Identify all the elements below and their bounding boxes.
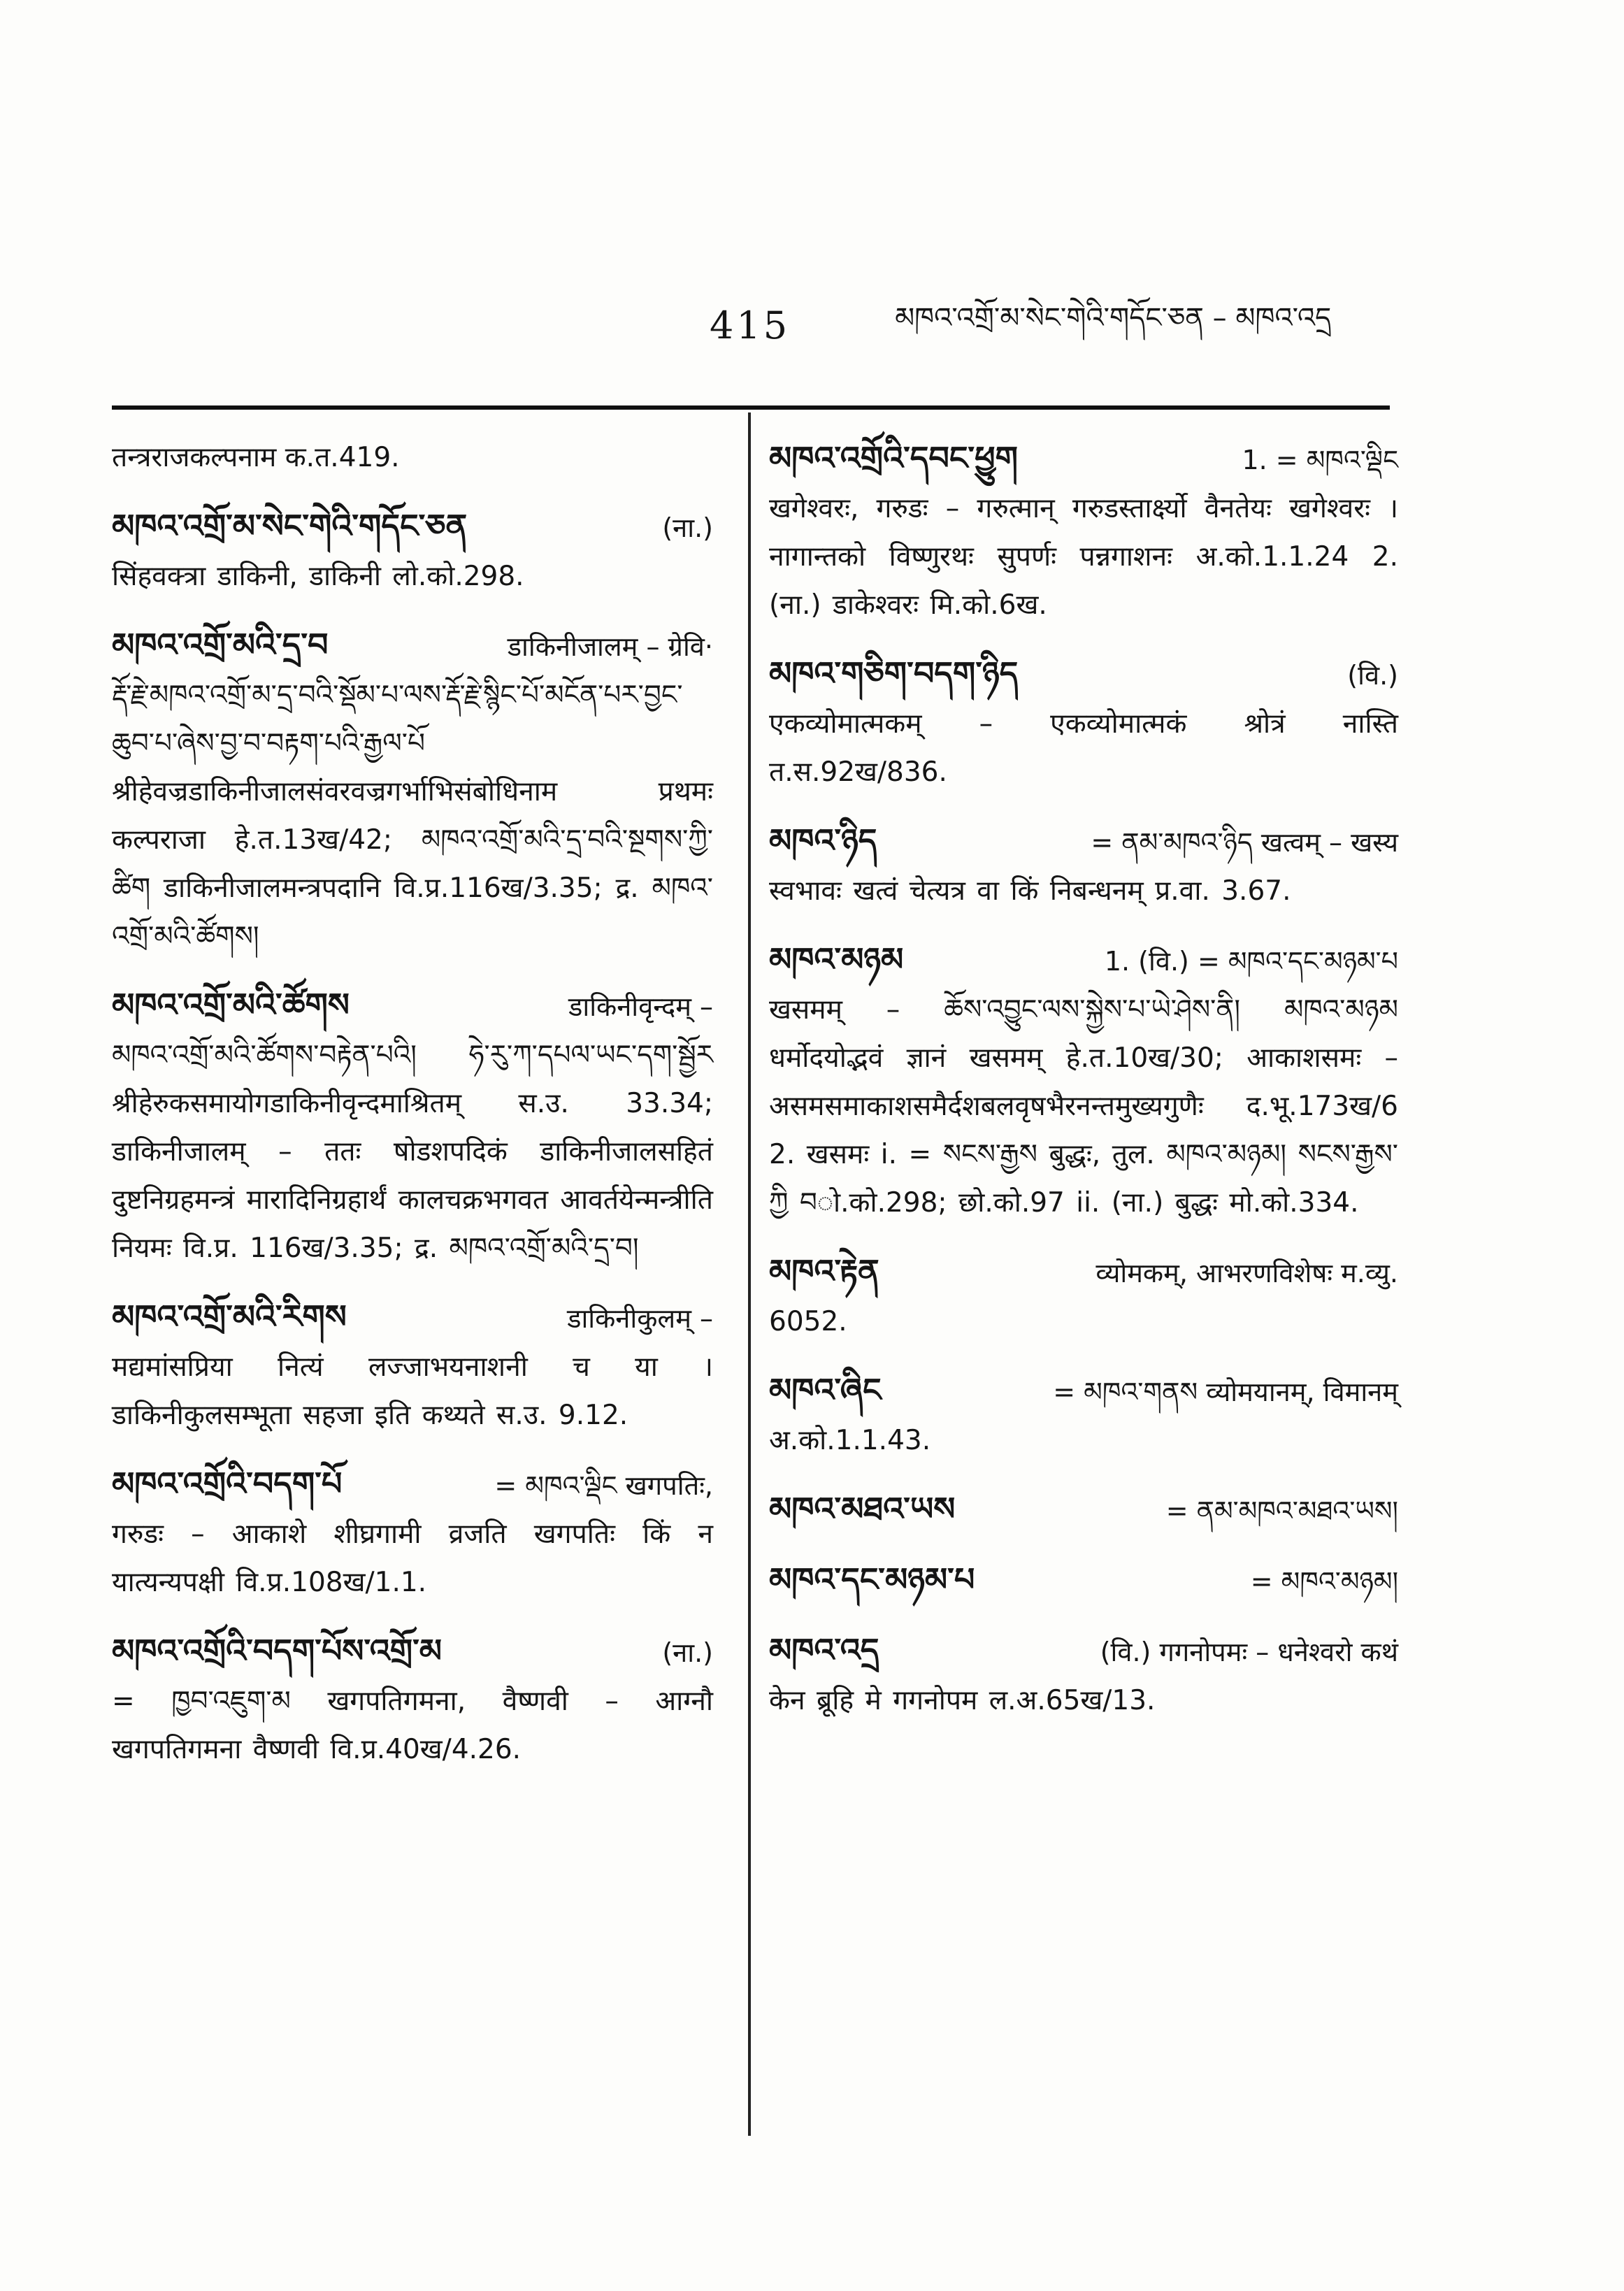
headword: མཁའ་རྟེན [769,1252,879,1290]
entry-tag: (ना.) [662,1637,713,1668]
dictionary-entry [769,1247,1398,1346]
headword: མཁའ་དང་མཉམ་པ [769,1560,975,1598]
entry-tag: = ནམ་མཁའ་ཉིད खत्वम् – खस्य [1091,827,1398,858]
entry-body: स्वभावः खत्वं चेत्यत्र वा किं निबन्धनम् प्र.वा. 3.67. [769,875,1291,907]
dictionary-entry [769,649,1398,796]
entry-heading [112,501,713,552]
headword: མཁའ་འགྲོ་མའི་དྲ་བ [112,626,329,663]
entry-tag: डाकिनीकुलम् – [567,1303,713,1334]
headword: མཁའ་འདྲ [769,1631,879,1669]
headword: མཁའ་ཉིད [769,821,877,859]
entry-body: गरुडः – आकाशे शीघ्रगामी व्रजति खगपतिः किं न यात्यन्यपक्षी वि.प्र.108ख/1.1. [112,1518,713,1598]
entry-tag: व्योमकम्, आभरणविशेषः म.व्यु. [1095,1258,1398,1288]
entry-tag: = མཁའ་མཉམ། [1250,1566,1398,1597]
headword: མཁའ་འགྲོ་མའི་རིགས [112,1298,347,1335]
page-header [710,294,1376,357]
continued-text: तन्त्रराजकल्पनाम क.त.419. [112,442,400,473]
headword: མཁའ་འགྲོ་མའི་ཚོགས [112,986,350,1024]
entry-tag: 1. = མཁའ་ལྡིང [1242,445,1398,475]
dictionary-entry [112,1292,713,1439]
entry-heading [112,980,713,1031]
dictionary-entry [769,816,1398,915]
entry-tag: = ནམ་མཁའ་མཐའ་ཡས། [1165,1495,1398,1526]
dictionary-entry [112,1459,713,1607]
entry-body: सिंहवक्त्रा डाकिनी, डाकिनी लो.को.298. [112,561,524,592]
dictionary-entry [769,1484,1398,1535]
entry-heading [769,1365,1398,1416]
header-rule [112,405,1390,410]
headword: མཁའ་མཐའ་ཡས [769,1490,956,1528]
entry-heading [112,1292,713,1343]
entry-tag: = མཁའ་ལྡིང खगपतिः, [494,1470,713,1501]
entry-body: एकव्योमात्मकम् – एकव्योमात्मकं श्रोत्रं नास्ति त.स.92ख/836. [769,708,1398,788]
headword: མཁའ་འགྲོ་མ་སེང་གེའི་གདོང་ཅན [112,507,468,545]
entry-heading [769,1247,1398,1298]
entry-heading [112,1626,713,1677]
entry-heading [769,816,1398,867]
entry-tag: (वि.) [1347,660,1398,691]
headword: མཁའ་འགྲོའི་བདག་པོས་འགྲོ་མ [112,1632,443,1669]
entry-heading [769,649,1398,700]
entry-heading [112,620,713,671]
entry-body: अ.को.1.1.43. [769,1425,931,1456]
entry-body: खसमम् – ཆོས་འབྱུང་ལས་སྐྱེས་པ་ཡེ་ཤེས་ནི། མཁའ་མཉམ धर्मोदयोद्भवं ज्ञानं खसमम् हे.त.10ख/30; आकाशसमः – असमसमाकाशसमैर्दशबलवृषभैरनन्तमुख्यगुणैः द.भू.173ख/6 2. खसमः i. = སངས་རྒྱས बुद्धः, तुल. མཁའ་མཉམ། སངས་རྒྱས་ཀྱི བो.को.298; छो.को.97 ii. (ना.) बुद्धः मो.को.334. [769,994,1398,1219]
entry-tag: (ना.) [662,512,713,543]
entry-tag: डाकिनीजालम् – ग्रेवि· [507,631,713,662]
entry-heading [112,1459,713,1510]
dictionary-entry [769,935,1398,1227]
dictionary-entry [769,1365,1398,1465]
entry-heading [769,433,1398,484]
dictionary-entry [112,980,713,1272]
dictionary-entry [769,433,1398,629]
entry-body: མཁའ་འགྲོ་མའི་ཚོགས་བརྟེན་པའི། ཧེ་རུ་ཀ་དཔལ་ཡང་དག་སྦྱོར श्रीहेरुकसमायोगडाकिनीवृन्दमाश्रितम् स.उ. 33.34; डाकिनीजालम् – ततः षोडशपदिकं डाकिनीजालसहितं दुष्टनिग्रहमन्त्रं मारादिनिग्रहार्थं कालचक्रभगवत आवर्तयेन्मन्त्रीति नियमः वि.प्र. 116ख/3.35; द्र. མཁའ་འགྲོ་མའི་དྲ་བ། [112,1040,713,1264]
headword: མཁའ་གཅིག་བདག་ཉིད [769,654,1019,692]
entry-body: = ཁྱབ་འཇུག་མ खगपतिगमना, वैष्णवी – आग्नौ खगपतिगमना वैष्णवी वि.प्र.40ख/4.26. [112,1686,713,1765]
entry-body: 6052. [769,1306,847,1337]
entry-heading [769,1555,1398,1606]
headword: མཁའ་འགྲོའི་བདག་པོ [112,1465,343,1502]
entry-heading [769,1484,1398,1535]
entry-body: རྡོ་རྗེ་མཁའ་འགྲོ་མ་དྲ་བའི་སྡོམ་པ་ལས་རྡོ་རྗེ་སྙིང་པོ་མངོན་པར་བྱང་ཆུབ་པ་ཞེས་བྱ་བ་བརྟག་པའི་རྒྱལ་པོ श्रीहेवज्रडाकिनीजालसंवरवज्रगर्भाभिसंबोधिनाम प्रथमः कल्पराजा हे.त.13ख/42; མཁའ་འགྲོ་མའི་དྲ་བའི་སྔགས་ཀྱི་ཚིག डाकिनीजालमन्त्रपदानि वि.प्र.116ख/3.35; द्र. མཁའ་འགྲོ་མའི་ཚོགས། [112,680,713,952]
dictionary-entry [769,1555,1398,1606]
dictionary-entry [769,1625,1398,1725]
dictionary-entry [112,620,713,961]
page-number: 415 [710,303,791,347]
entry-body: केन ब्रूहि मे गगनोपम ल.अ.65ख/13. [769,1685,1156,1716]
headword: མཁའ་འགྲོའི་དབང་ཕྱུག [769,439,1018,477]
entry-tag: डाकिनीवृन्दम् – [568,991,713,1022]
dictionary-entry [112,501,713,601]
dictionary-entry [112,1626,713,1774]
headword: མཁའ་མཉམ [769,940,904,978]
left-column [112,433,713,1793]
running-head: མཁའ་འགྲོ་མ་སེང་གེའི་གདོང་ཅན – མཁའ་འདྲ [895,301,1332,334]
right-column [769,433,1398,1744]
entry-tag: 1. (वि.) = མཁའ་དང་མཉམ་པ [1104,946,1398,977]
headword: མཁའ་ཞིང [769,1371,882,1409]
entry-tag: = མཁའ་གནས व्योमयानम्, विमानम् [1053,1377,1398,1407]
entry-body: मद्यमांसप्रिया नित्यं लज्जाभयनाशनी च या । डाकिनीकुलसम्भूता सहजा इति कथ्यते स.उ. 9.12. [112,1351,713,1431]
entry-tag: (वि.) गगनोपमः – धनेश्वरो कथं [1100,1637,1398,1667]
column-divider [748,412,751,2136]
entry-heading [769,1625,1398,1676]
entry-heading [769,935,1398,986]
entry-body: खगेश्वरः, गरुडः – गरुत्मान् गरुडस्तार्क्ष्यो वैनतेयः खगेश्वरः । नागान्तको विष्णुरथः सुपर्णः पन्नगाशनः अ.को.1.1.24 2. (ना.) डाकेश्वरः मि.को.6ख. [769,493,1398,621]
